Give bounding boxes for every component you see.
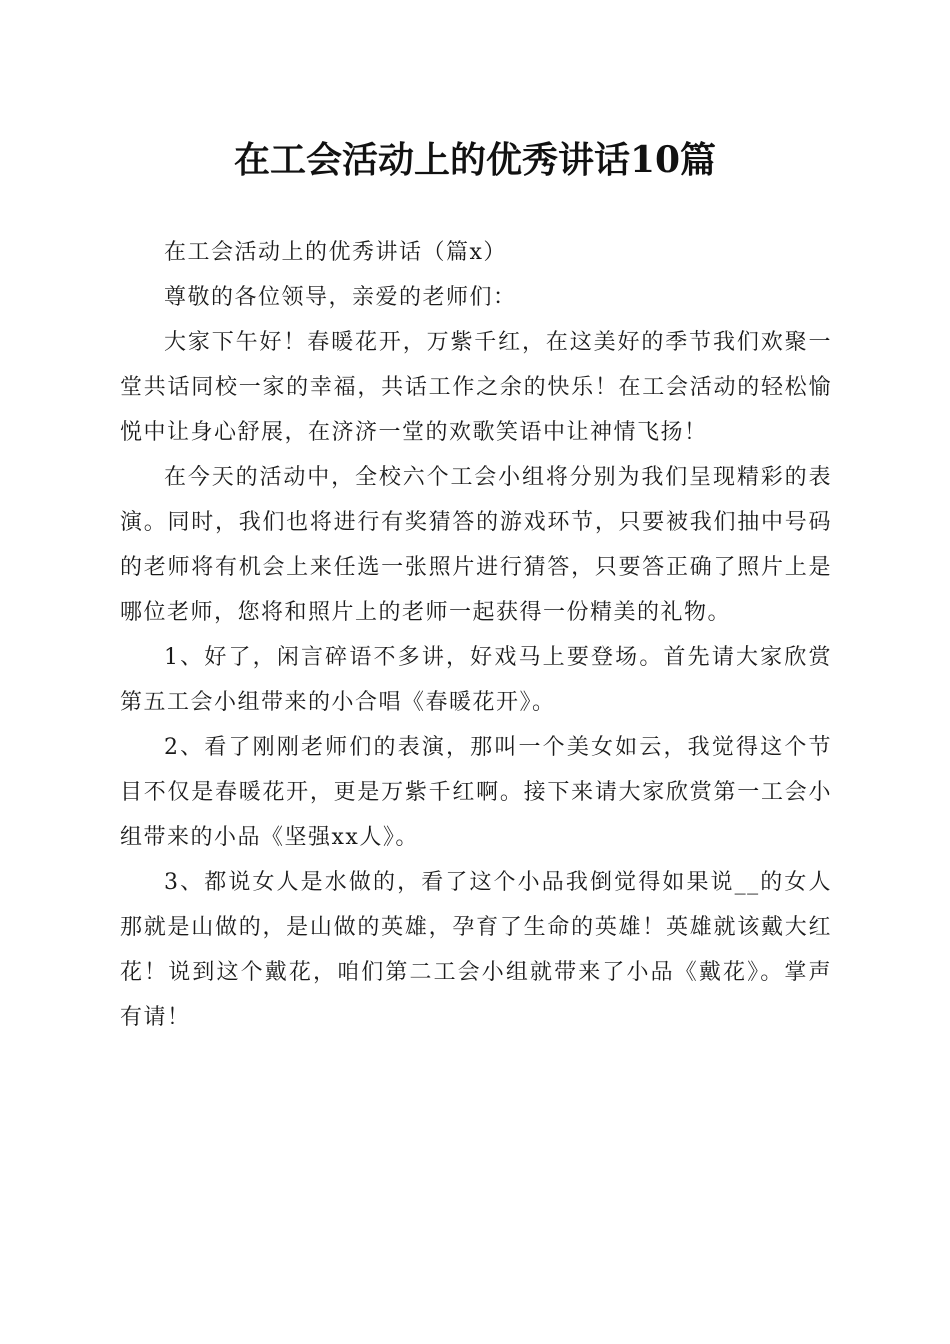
paragraph-item-1: 1、好了，闲言碎语不多讲，好戏马上要登场。首先请大家欣赏第五工会小组带来的小合唱《春暖花开》。 bbox=[120, 645, 832, 715]
paragraph-greeting: 大家下午好！春暖花开，万紫千红，在这美好的季节我们欢聚一堂共话同校一家的幸福，共话工作之余的快乐！在工会活动的轻松愉悦中让身心舒展，在济济一堂的欢歌笑语中让神情飞扬！ bbox=[120, 330, 832, 445]
salutation: 尊敬的各位领导，亲爱的老师们： bbox=[164, 285, 517, 310]
document-body bbox=[120, 230, 832, 1040]
paragraph-item-3: 3、都说女人是水做的，看了这个小品我倒觉得如果说__的女人那就是山做的，是山做的英雄，孕育了生命的英雄！英雄就该戴大红花！说到这个戴花，咱们第二工会小组就带来了小品《戴花》。掌声有请！ bbox=[120, 870, 832, 1030]
section-heading: 在工会活动上的优秀讲话（篇x） bbox=[164, 240, 507, 265]
paragraph-activity-intro: 在今天的活动中，全校六个工会小组将分别为我们呈现精彩的表演。同时，我们也将进行有奖猜答的游戏环节，只要被我们抽中号码的老师将有机会上来任选一张照片进行猜答，只要答正确了照片上是哪位老师，您将和照片上的老师一起获得一份精美的礼物。 bbox=[120, 465, 832, 625]
document-title: 在工会活动上的优秀讲话10篇 bbox=[233, 139, 717, 181]
paragraph-item-2: 2、看了刚刚老师们的表演，那叫一个美女如云，我觉得这个节目不仅是春暖花开，更是万紫千红啊。接下来请大家欣赏第一工会小组带来的小品《坚强xx人》。 bbox=[120, 735, 832, 850]
